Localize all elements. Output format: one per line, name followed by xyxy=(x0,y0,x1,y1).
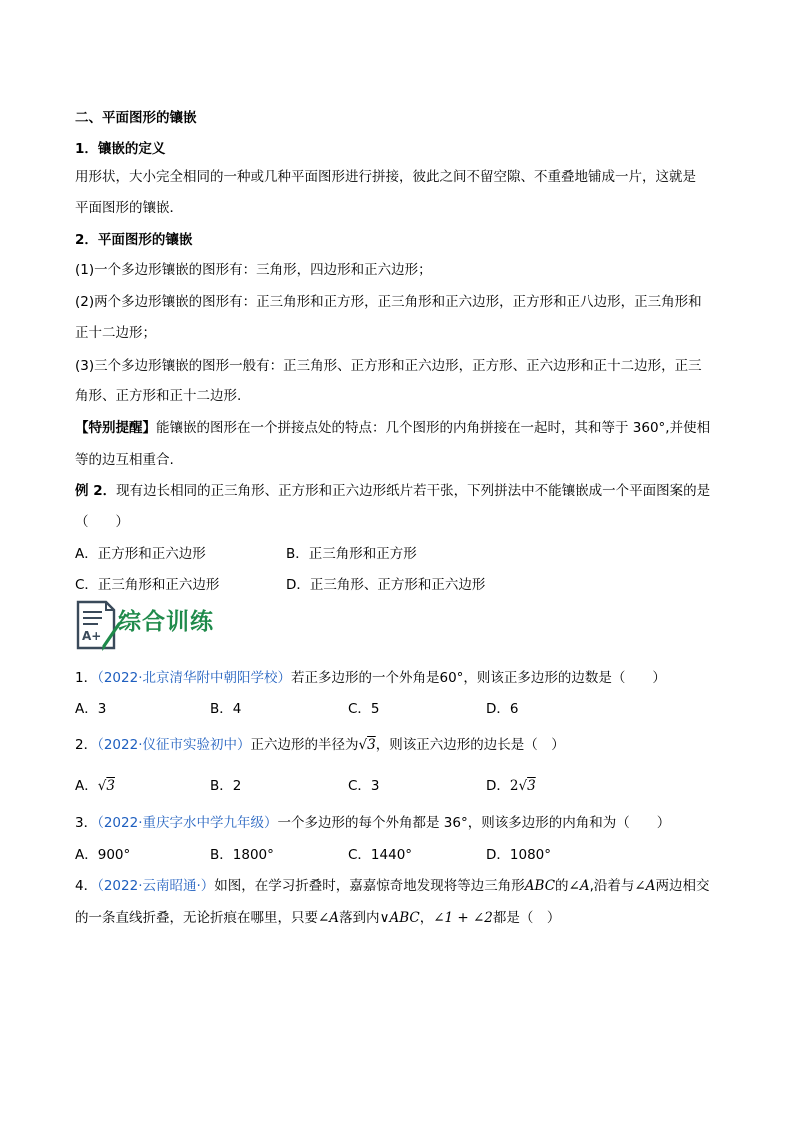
q3-option-d: D．1080° xyxy=(486,847,552,863)
tiling-point-2b: 正十二边形； xyxy=(75,325,156,341)
section-title: 综合训练 xyxy=(118,609,214,635)
q4-text-2c: ， xyxy=(419,910,434,926)
q4-line-2 xyxy=(75,906,560,926)
q1-option-c: C．5 xyxy=(348,701,380,717)
example-label: 例 2． xyxy=(75,483,117,499)
q3-text: 一个多边形的每个外角都是 36°，则该多边形的内角和为（ ） xyxy=(277,815,671,831)
q2-radical: 3 xyxy=(367,737,376,753)
q1-number: 1． xyxy=(75,670,98,686)
q2-option-a-sqrt: √3 xyxy=(97,778,115,794)
q4-number: 4． xyxy=(75,878,98,894)
example-option-a: A．正方形和正六边形 xyxy=(75,546,206,562)
q1-option-a: A．3 xyxy=(75,701,107,717)
q2-option-d-value: 2√3 xyxy=(509,778,536,794)
q1-option-b: B．4 xyxy=(210,701,242,717)
q2-option-d-radical: 3 xyxy=(527,778,536,794)
q4-text-2b: 落到内 xyxy=(339,910,380,926)
q4-text-1c: ,沿着与 xyxy=(589,878,635,894)
tiling-point-2a: (2)两个多边形镶嵌的图形有：正三角形和正方形，正三角形和正六边形，正方形和正八边形，正三角形和 xyxy=(75,294,702,310)
example-question xyxy=(75,479,710,499)
icon-grade-text: A+ xyxy=(82,629,102,643)
exam-paper-icon xyxy=(72,596,122,656)
q4-source: （2022·云南昭通·） xyxy=(97,878,215,894)
q2-option-c: C．3 xyxy=(348,778,380,794)
q2-option-d-coef: 2 xyxy=(509,778,519,794)
q3-option-b: B．1800° xyxy=(210,847,274,863)
q3-stem xyxy=(75,811,670,831)
q2-text-b: ，则该正六边形的边长是（ ） xyxy=(375,737,565,753)
q1-source: （2022·北京清华附中朝阳学校） xyxy=(97,670,291,686)
q3-option-c: C．1440° xyxy=(348,847,413,863)
q1-text: 若正多边形的一个外角是60°，则该正多边形的边数是（ ） xyxy=(291,670,666,686)
example-option-c: C．正三角形和正六边形 xyxy=(75,577,220,593)
q2-sqrt: √3 xyxy=(358,737,376,753)
tiling-point-1: (1)一个多边形镶嵌的图形有：三角形，四边形和正六边形； xyxy=(75,262,432,278)
example-text: 现有边长相同的正三角形、正方形和正六边形纸片若干张，下列拼法中不能镶嵌成一个平面图案的是 xyxy=(116,483,711,499)
q2-option-a-label: A． xyxy=(75,778,98,794)
tip-line-1 xyxy=(75,416,710,436)
q4-triangle-abc: ABC xyxy=(524,878,556,894)
q4-triangle-abc-2: ∨ABC xyxy=(379,910,420,926)
tip-text-1: 能镶嵌的图形在一个拼接点处的特点：几个图形的内角拼接在一起时，其和等于 360°,并使相 xyxy=(156,420,711,436)
q4-text-2a: 的一条直线折叠，无论折痕在哪里，只要 xyxy=(75,910,318,926)
q1-option-d: D．6 xyxy=(486,701,519,717)
q2-text-a: 正六边形的半径为 xyxy=(250,737,359,753)
q3-number: 3． xyxy=(75,815,98,831)
q2-option-a-radical: 3 xyxy=(106,778,115,794)
definition-title: 1．镶嵌的定义 xyxy=(75,141,166,157)
tip-label: 【特别提醒】 xyxy=(75,420,156,436)
q4-text-2d: 都是（ ） xyxy=(492,910,561,926)
section-heading: 二、平面图形的镶嵌 xyxy=(75,110,197,126)
q4-angle-a-1: ∠A xyxy=(568,878,590,894)
definition-line-2: 平面图形的镶嵌． xyxy=(75,200,183,216)
q1-stem xyxy=(75,666,666,686)
tiling-point-3b: 角形、正方形和正十二边形. xyxy=(75,388,242,404)
tiling-title: 2．平面图形的镶嵌 xyxy=(75,232,193,248)
q4-text-1b: 的 xyxy=(555,878,569,894)
tip-line-2: 等的边互相重合. xyxy=(75,452,174,468)
example-option-d: D．正三角形、正方形和正六边形 xyxy=(286,577,486,593)
q4-text-1d: 两边相交 xyxy=(655,878,710,894)
q2-option-d-label: D． xyxy=(486,778,510,794)
q4-line-1 xyxy=(75,874,709,894)
q2-source: （2022·仪征市实验初中） xyxy=(97,737,251,753)
q4-text-1a: 如图，在学习折叠时，嘉嘉惊奇地发现将等边三角形 xyxy=(214,878,525,894)
q2-number: 2． xyxy=(75,737,98,753)
q2-option-d xyxy=(486,774,536,794)
tiling-point-3a: (3)三个多边形镶嵌的图形一般有：正三角形、正方形和正六边形，正方形、正六边形和正十二边形，正三 xyxy=(75,358,702,374)
q4-angle-a-3: ∠A xyxy=(318,910,340,926)
example-option-b: B．正三角形和正方形 xyxy=(286,546,417,562)
q3-option-a: A．900° xyxy=(75,847,131,863)
q2-option-b: B．2 xyxy=(210,778,242,794)
q4-angle-sum: ∠1 + ∠2 xyxy=(433,910,493,926)
definition-line-1: 用形状，大小完全相同的一种或几种平面图形进行拼接，彼此之间不留空隙、不重叠地铺成一片，这就是 xyxy=(75,169,696,185)
q2-stem xyxy=(75,733,565,753)
q3-source: （2022·重庆字水中学九年级） xyxy=(97,815,278,831)
q4-angle-a-2: ∠A xyxy=(634,878,656,894)
q2-option-a xyxy=(75,774,115,794)
example-paren: （ ） xyxy=(75,514,129,530)
